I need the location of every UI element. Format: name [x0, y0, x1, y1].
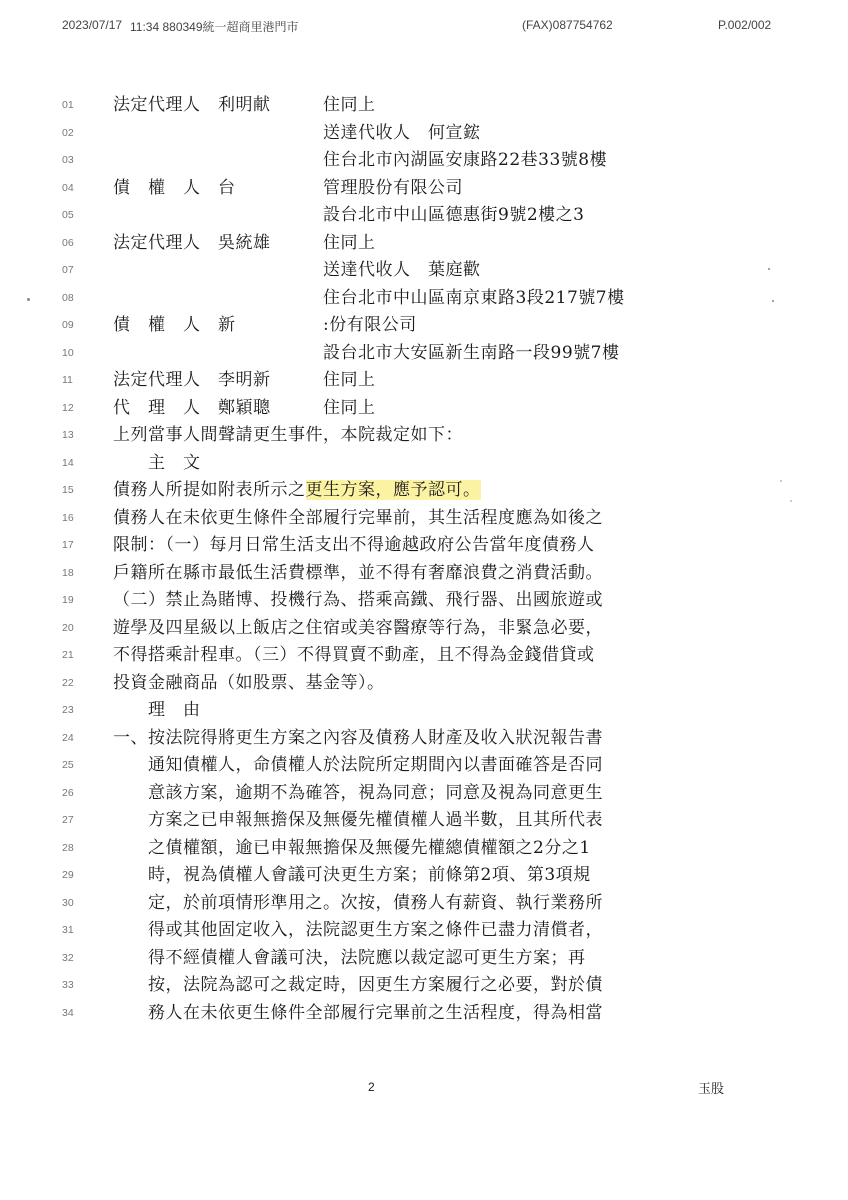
- document-line: [0, 175, 848, 201]
- document-line: [0, 202, 848, 228]
- line-text-content: 設台北市大安區新生南路一段99號7樓: [113, 342, 620, 363]
- document-line: [0, 752, 848, 778]
- line-number: 18: [62, 566, 74, 579]
- document-line: [0, 312, 848, 338]
- line-text: [113, 1000, 603, 1026]
- line-text-content: 意該方案，逾期不為確答，視為同意；同意及視為同意更生: [113, 782, 603, 803]
- line-text-content: 上列當事人間聲請更生事件，本院裁定如下：: [113, 425, 463, 445]
- line-text-content: 遊學及四星級以上飯店之住宿或美容醫療等行為，非緊急必要，: [113, 617, 603, 638]
- document-line: [0, 642, 848, 668]
- document-line: [0, 862, 848, 888]
- line-number: 27: [62, 814, 74, 826]
- line-text: [113, 532, 595, 558]
- scan-speck: [772, 300, 774, 302]
- line-number: 01: [62, 99, 74, 111]
- line-text: [113, 147, 607, 173]
- line-text: [113, 917, 603, 943]
- line-text: [113, 285, 625, 311]
- document-line: [0, 560, 848, 586]
- line-text: [113, 972, 603, 998]
- line-number: 13: [62, 429, 74, 441]
- line-text-content: 限制：（一）每月日常生活支出不得逾越政府公告當年度債務人: [113, 535, 595, 555]
- document-line: [0, 587, 848, 613]
- line-text: [113, 422, 463, 448]
- document-line: [0, 972, 848, 998]
- document-line: [0, 395, 848, 421]
- line-number: 31: [62, 924, 74, 936]
- line-text: [113, 697, 201, 723]
- line-text-content: 不得搭乘計程車。（三）不得買賣不動產，且不得為金錢借貸或: [113, 645, 595, 665]
- line-text-content: 住台北市中山區南京東路3段217號7樓: [113, 287, 625, 308]
- scan-speck: [768, 268, 770, 270]
- line-text-content: 送達代收人 葉庭歡: [113, 260, 481, 280]
- line-number: 05: [62, 209, 74, 221]
- line-number: 16: [62, 511, 74, 524]
- line-text: [113, 835, 591, 861]
- line-text-content: 投資金融商品（如股票、基金等）。: [113, 672, 385, 693]
- line-number: 04: [62, 181, 74, 194]
- line-text: [113, 340, 619, 366]
- line-number: 03: [62, 154, 74, 166]
- line-text-content: 法定代理人 李明新 住同上: [113, 370, 376, 390]
- line-number: 34: [62, 1006, 74, 1019]
- line-text: [113, 752, 603, 778]
- fax-header: [0, 18, 848, 38]
- line-text: [113, 587, 603, 613]
- line-number: 28: [62, 841, 74, 854]
- document-line: [0, 890, 848, 916]
- document-line: [0, 725, 848, 751]
- document-line: [0, 835, 848, 861]
- document-line: [0, 120, 848, 146]
- line-number: 24: [62, 731, 74, 744]
- page-number: 2: [368, 1080, 375, 1094]
- line-number: 15: [62, 484, 74, 496]
- line-number: 11: [62, 374, 73, 386]
- document-line: [0, 340, 848, 366]
- document-line: [0, 92, 848, 118]
- document-line: [0, 367, 848, 393]
- line-text-content: 之債權額，逾已申報無擔保及無優先權總債權額之2分之1: [113, 837, 591, 858]
- line-number: 30: [62, 896, 74, 909]
- document-line: [0, 697, 848, 723]
- document-line: [0, 917, 848, 943]
- line-text: [113, 642, 595, 668]
- scan-speck: [780, 480, 782, 482]
- line-number: 26: [62, 786, 74, 799]
- line-text-content: 住台北市內湖區安康路22巷33號8樓: [113, 150, 608, 170]
- line-number: 10: [62, 346, 74, 359]
- line-number: 09: [62, 319, 74, 331]
- line-number: 22: [62, 676, 74, 689]
- line-text: [113, 890, 603, 916]
- line-text: [113, 367, 376, 393]
- document-line: [0, 422, 848, 448]
- line-number: 02: [62, 126, 74, 139]
- document-line: [0, 807, 848, 833]
- line-text: [113, 670, 385, 696]
- division-stamp: 玉股: [698, 1082, 725, 1097]
- line-text-content: 通知債權人，命債權人於法院所定期間內以書面確答是否同: [113, 755, 603, 775]
- line-number: 32: [62, 951, 74, 964]
- line-number: 25: [62, 759, 74, 771]
- line-number: 14: [62, 456, 74, 469]
- line-text: [113, 120, 481, 146]
- line-text-content: 法定代理人 利明献 住同上: [113, 95, 376, 115]
- line-text-content: 定，於前項情形準用之。次按，債務人有薪資、執行業務所: [113, 892, 603, 913]
- line-text: [113, 202, 584, 228]
- line-number: 20: [62, 621, 74, 634]
- document-line: [0, 945, 848, 971]
- fax-time-sender: 11:34 880349統一超商里港門市: [130, 20, 299, 34]
- line-text-content: 得不經債權人會議可決，法院應以裁定認可更生方案；再: [113, 947, 586, 968]
- line-text: [113, 615, 603, 641]
- line-text: [113, 945, 586, 971]
- line-text-content: 送達代收人 何宣鋐: [113, 122, 481, 143]
- line-number: 29: [62, 869, 74, 881]
- line-number: 06: [62, 236, 74, 249]
- line-number: 19: [62, 594, 74, 606]
- document-line: [0, 780, 848, 806]
- line-text-content: 按，法院為認可之裁定時，因更生方案履行之必要，對於債: [113, 975, 603, 995]
- line-text-content: 理 由: [113, 700, 201, 720]
- line-text: [113, 450, 201, 476]
- line-number: 17: [62, 539, 74, 551]
- line-text: [113, 807, 603, 833]
- line-number: 23: [62, 704, 74, 716]
- line-text: [113, 230, 376, 256]
- line-text-content: 債務人在未依更生條件全部履行完畢前，其生活程度應為如後之: [113, 507, 603, 528]
- document-line: [0, 1000, 848, 1026]
- line-text: [113, 395, 376, 421]
- line-text-content: 一、按法院得將更生方案之內容及債務人財產及收入狀況報告書: [113, 727, 603, 748]
- line-text: [113, 780, 603, 806]
- document-line: [0, 615, 848, 641]
- line-text: [113, 862, 591, 888]
- line-number: 12: [62, 401, 74, 414]
- line-text-content: 設台北市中山區德惠街9號2樓之3: [113, 205, 585, 225]
- fax-number: (FAX)087754762: [522, 18, 613, 32]
- line-text-content: （二）禁止為賭博、投機行為、搭乘高鐵、飛行器、出國旅遊或: [113, 590, 603, 610]
- line-text: [113, 505, 603, 531]
- line-number: 21: [62, 649, 74, 661]
- line-number: 33: [62, 979, 74, 991]
- line-text: [113, 477, 481, 503]
- scan-speck: [27, 298, 30, 301]
- line-text: [113, 725, 603, 751]
- line-text-content: 方案之已申報無擔保及無優先權債權人過半數，且其所代表: [113, 810, 603, 830]
- line-text-content: 代 理 人 鄭穎聰 住同上: [113, 397, 376, 418]
- line-text: [113, 257, 481, 283]
- document-line: [0, 450, 848, 476]
- line-number: 07: [62, 264, 74, 276]
- document-line: [0, 532, 848, 558]
- document-line: [0, 505, 848, 531]
- fax-date: 2023/07/17: [62, 18, 123, 32]
- fax-page-indicator: P.002/002: [718, 18, 772, 32]
- line-text-content: 戶籍所在縣市最低生活費標準，並不得有奢靡浪費之消費活動。: [113, 562, 603, 583]
- line-text: [113, 175, 463, 201]
- scan-speck: [790, 500, 792, 502]
- line-text-content: 債務人所提如附表所示之: [113, 480, 306, 500]
- line-text-content: 時，視為債權人會議可決更生方案；前條第2項、第3項規: [113, 865, 591, 885]
- line-text-content: 主 文: [113, 452, 201, 473]
- line-text: [113, 312, 417, 338]
- document-line: [0, 230, 848, 256]
- highlighted-text: 更生方案，應予認可。: [305, 480, 481, 500]
- document-line: [0, 257, 848, 283]
- document-line: [0, 670, 848, 696]
- line-text-content: 得或其他固定收入，法院認更生方案之條件已盡力清償者，: [113, 920, 603, 940]
- document-line: [0, 285, 848, 311]
- line-text-content: 債 權 人 新 :份有限公司: [113, 315, 417, 335]
- line-text: [113, 560, 603, 586]
- line-text-content: 債 權 人 台 管理股份有限公司: [113, 177, 463, 198]
- line-text: [113, 92, 376, 118]
- document-line: [0, 147, 848, 173]
- line-text-content: 務人在未依更生條件全部履行完畢前之生活程度，得為相當: [113, 1002, 603, 1023]
- line-number: 08: [62, 291, 74, 304]
- line-text-content: 法定代理人 吳統雄 住同上: [113, 232, 376, 253]
- document-line: [0, 477, 848, 503]
